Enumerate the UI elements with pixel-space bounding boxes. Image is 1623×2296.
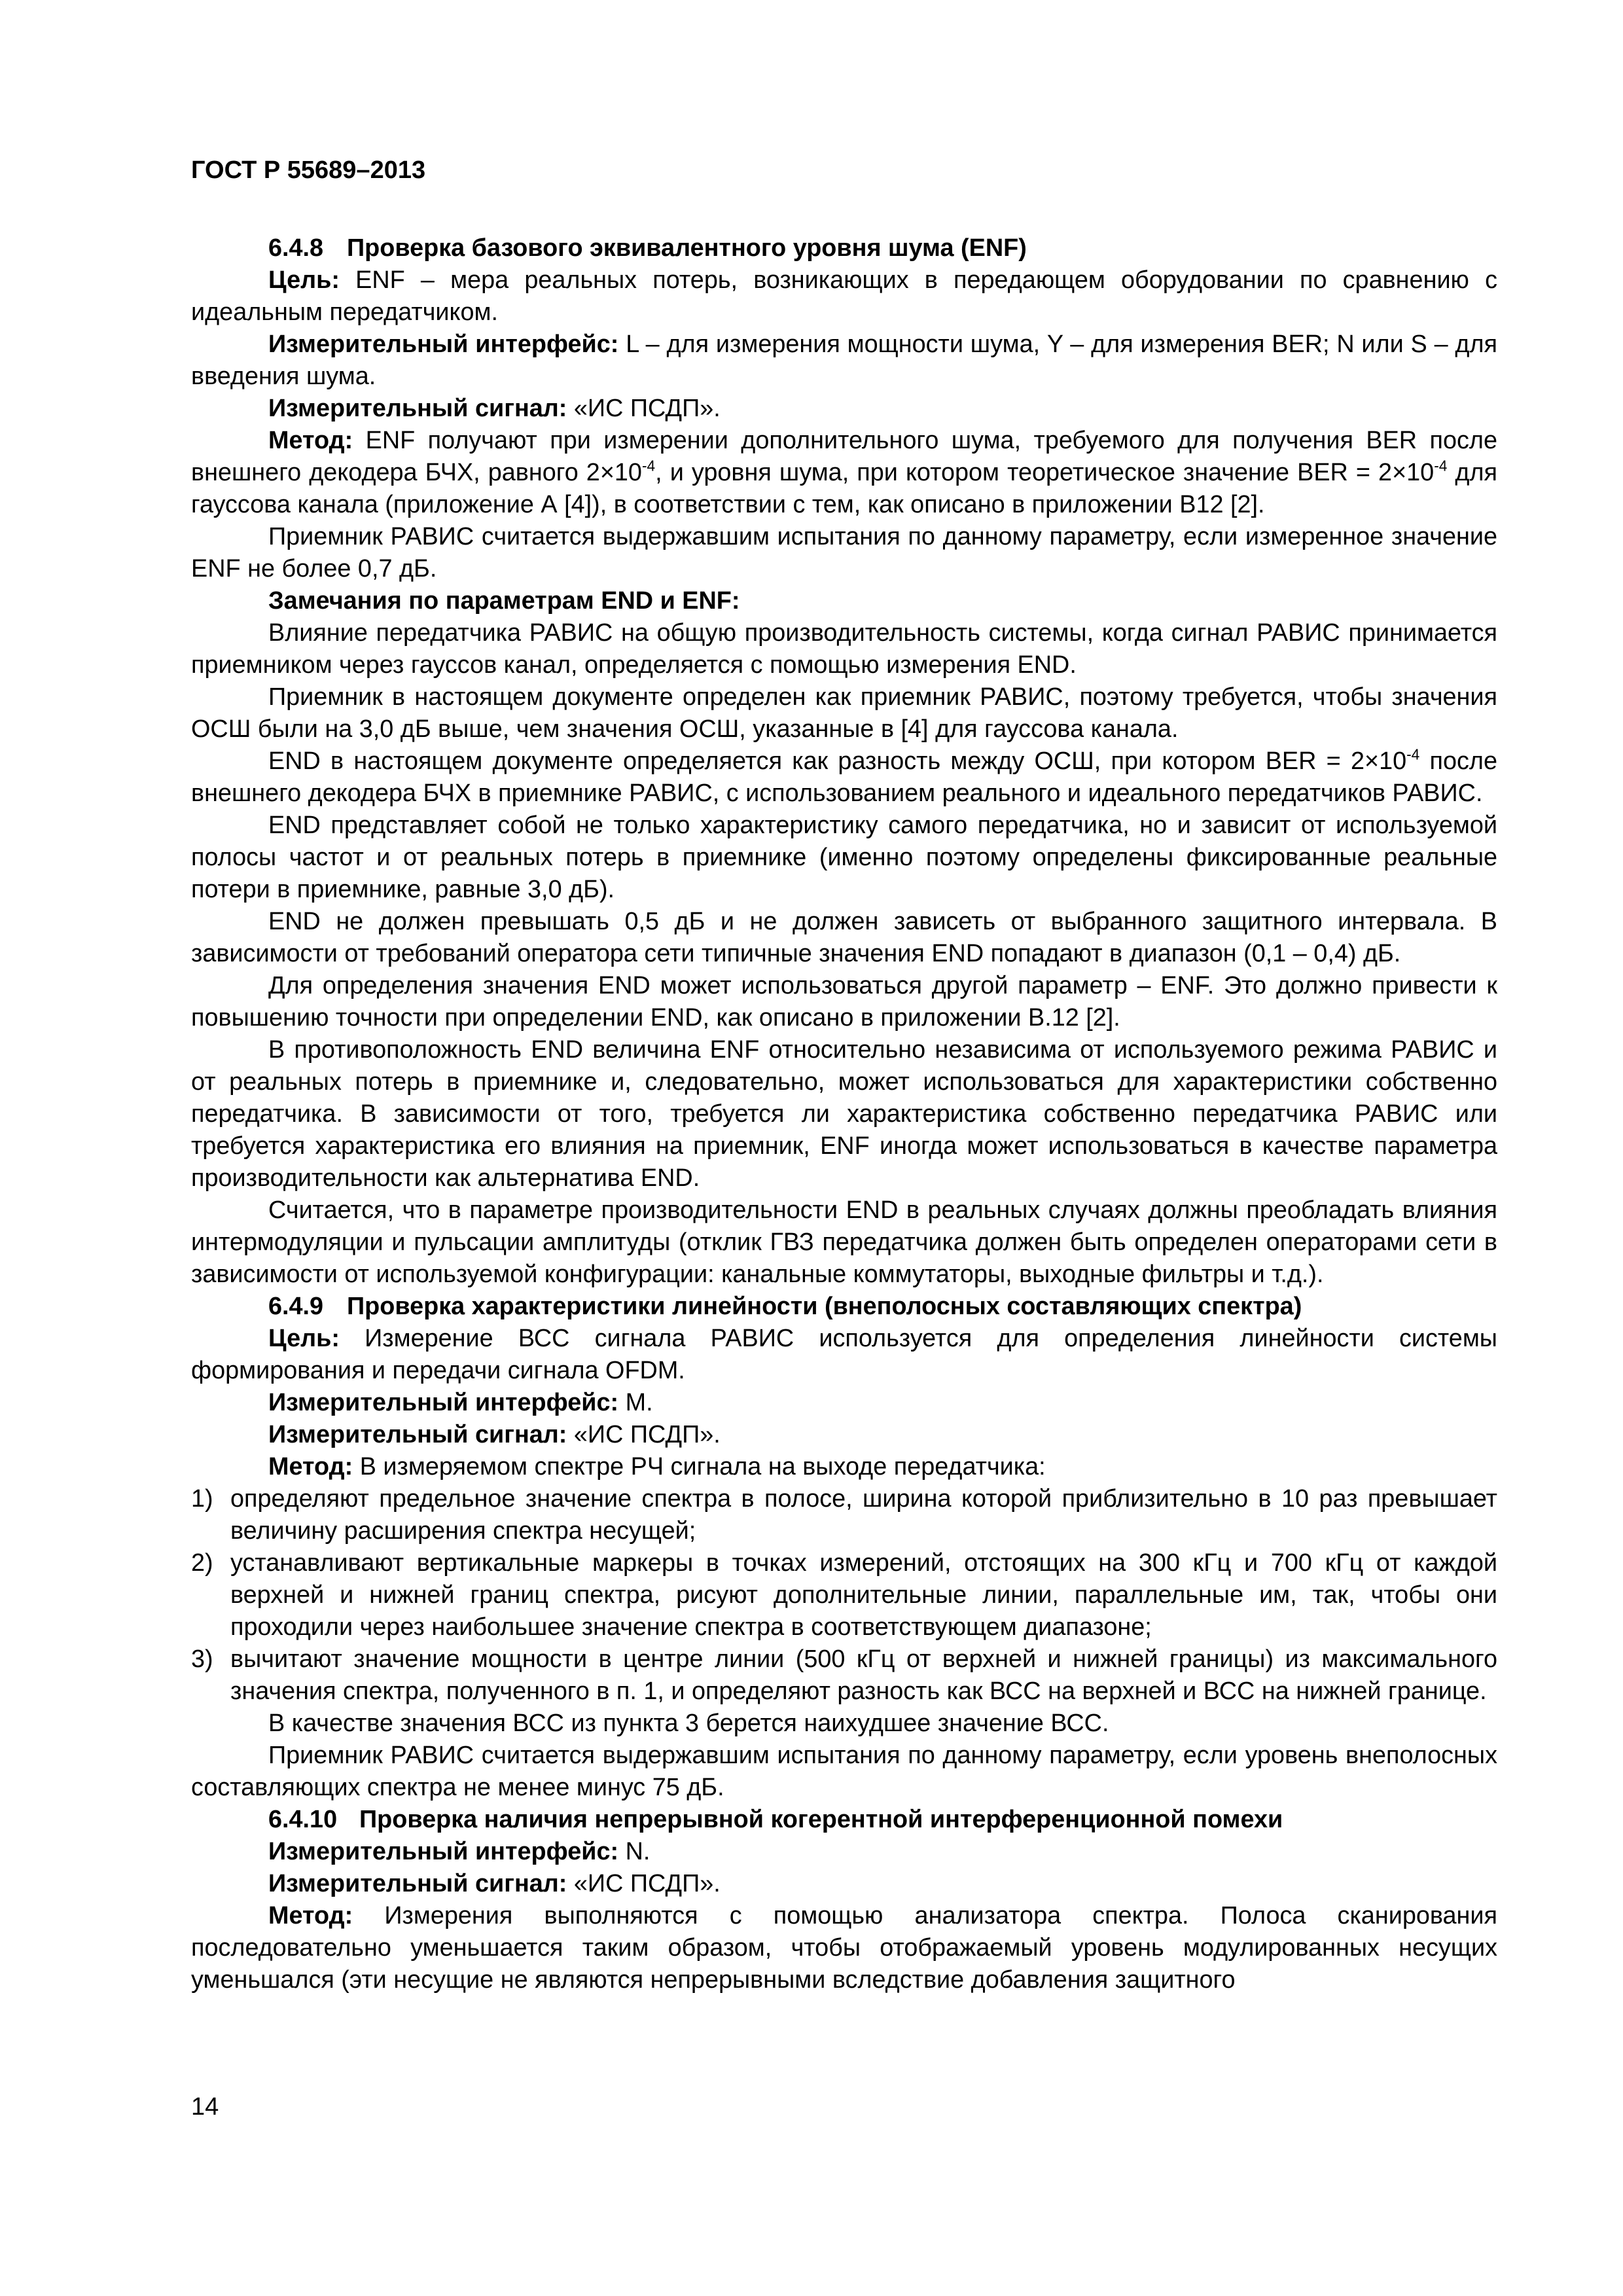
note-paragraph: Приемник в настоящем документе определен как приемник РАВИС, поэтому требуется, чтобы значения ОСШ были на 3,0 дБ выше, чем значения ОСШ, указанные в [4] для гауссова канала. — [191, 683, 1497, 743]
note-text: после внешнего декодера БЧХ в приемнике РАВИС, с использованием реального и идеального передатчиков РАВИС. — [191, 747, 1497, 807]
interface-paragraph — [191, 1387, 1497, 1419]
goal-text: Измерение ВСС сигнала РАВИС используется для определения линейности системы формирования и передачи сигнала OFDM. — [191, 1325, 1497, 1384]
signal-text: «ИС ПСДП». — [573, 1870, 721, 1897]
interface-text: N. — [625, 1838, 651, 1865]
exponent: -4 — [1434, 457, 1448, 475]
section-6-4-8-heading — [191, 232, 1497, 264]
section-6-4-9-heading — [191, 1291, 1497, 1323]
interface-text: L – для измерения мощности шума, Y – для измерения BER; N или S – для введения шума. — [191, 331, 1497, 390]
method-text: Измерения выполняются с помощью анализатора спектра. Полоса сканирования последовательно уменьшается таким образом, чтобы отображаемый уровень модулированных несущих уменьшался (эти несущие не являются непрерывными вследствие добавления защитного — [191, 1902, 1497, 1994]
list-marker: 1) — [191, 1485, 213, 1513]
signal-text: «ИС ПСДП». — [573, 1421, 721, 1448]
exponent: -4 — [1406, 745, 1420, 763]
pass-criterion-paragraph: Приемник РАВИС считается выдержавшим испытания по данному параметру, если уровень внеполосных составляющих спектра не менее минус 75 дБ. — [191, 1742, 1497, 1801]
list-item-text: определяют предельное значение спектра в полосе, ширина которой приблизительно в 10 раз превышает величину расширения спектра несущей; — [230, 1485, 1497, 1545]
list-item-text: устанавливают вертикальные маркеры в точках измерений, отстоящих на 300 кГц и 700 кГц от каждой верхней и нижней границ спектра, рисуют дополнительные линии, параллельные им, так, чтобы они проходили через наибольшее значение спектра в соответствующем диапазоне; — [230, 1549, 1497, 1641]
section-6-4-10-heading — [191, 1804, 1497, 1836]
goal-label: Цель: — [268, 266, 340, 294]
method-text: В измеряемом спектре РЧ сигнала на выходе передатчика: — [359, 1453, 1046, 1480]
list-item-text: вычитают значение мощности в центре линии (500 кГц от верхней и нижней границы) из максимального значения спектра, полученного в п. 1, и определяют разность как ВСС на верхней и ВСС на нижней границе. — [230, 1645, 1497, 1705]
notes-heading: Замечания по параметрам END и ENF: — [268, 587, 740, 615]
section-title: Проверка характеристики линейности (внеполосных составляющих спектра) — [347, 1293, 1302, 1320]
interface-label: Измерительный интерфейс: — [268, 331, 619, 358]
interface-text: М. — [625, 1389, 653, 1416]
note-paragraph: END не должен превышать 0,5 дБ и не должен зависеть от выбранного защитного интервала. В зависимости от требований оператора сети типичные значения END попадают в диапазон (0,1 – 0,4) дБ. — [191, 908, 1497, 967]
signal-paragraph — [191, 1419, 1497, 1451]
method-paragraph — [191, 425, 1497, 521]
note-paragraph: Для определения значения END может использоваться другой параметр – ENF. Это должно привести к повышению точности при определении END, как описано в приложении В.12 [2]. — [191, 972, 1497, 1031]
document-header: ГОСТ Р 55689–2013 — [191, 156, 426, 184]
worst-value-paragraph: В качестве значения ВСС из пункта 3 берется наихудшее значение ВСС. — [268, 1710, 1109, 1737]
section-title: Проверка базового эквивалентного уровня шума (ENF) — [347, 234, 1027, 262]
method-label: Метод: — [268, 1453, 353, 1480]
signal-label: Измерительный сигнал: — [268, 395, 567, 422]
goal-paragraph — [191, 1323, 1497, 1387]
method-label: Метод: — [268, 1902, 353, 1929]
note-paragraph — [191, 745, 1497, 810]
goal-paragraph — [191, 264, 1497, 329]
section-number: 6.4.8 — [268, 234, 324, 262]
note-paragraph: Влияние передатчика РАВИС на общую производительность системы, когда сигнал РАВИС принимается приемником через гауссов канал, определяется с помощью измерения END. — [191, 619, 1497, 679]
note-paragraph: Считается, что в параметре производительности END в реальных случаях должны преобладать влияния интермодуляции и пульсации амплитуды (отклик ГВЗ передатчика должен быть определен операторами сети в зависимости от используемой конфигурации: канальные коммутаторы, выходные фильтры и т.д.). — [191, 1196, 1497, 1288]
exponent: -4 — [641, 457, 656, 475]
list-item — [191, 1483, 1497, 1547]
section-number: 6.4.10 — [268, 1806, 338, 1833]
signal-label: Измерительный сигнал: — [268, 1421, 567, 1448]
pass-criterion-paragraph: Приемник РАВИС считается выдержавшим испытания по данному параметру, если измеренное значение ENF не более 0,7 дБ. — [191, 523, 1497, 583]
signal-paragraph — [191, 393, 1497, 425]
method-text: , и уровня шума, при котором теоретическое значение BER = 2×10 — [655, 459, 1435, 486]
list-marker: 3) — [191, 1645, 213, 1673]
method-paragraph — [191, 1900, 1497, 1996]
signal-label: Измерительный сигнал: — [268, 1870, 567, 1897]
method-paragraph — [191, 1451, 1497, 1483]
list-item — [191, 1643, 1497, 1708]
list-item — [191, 1547, 1497, 1643]
section-title: Проверка наличия непрерывной когерентной интерференционной помехи — [359, 1806, 1283, 1833]
goal-text: ENF – мера реальных потерь, возникающих в передающем оборудовании по сравнению с идеальным передатчиком. — [191, 266, 1497, 326]
interface-paragraph — [191, 1836, 1497, 1868]
method-text: для гауссова канала (приложение А [4]), в соответствии с тем, как описано в приложении В12 [2]. — [191, 459, 1498, 518]
signal-text: «ИС ПСДП». — [573, 395, 721, 422]
method-label: Метод: — [268, 427, 353, 454]
note-text: END в настоящем документе определяется как разность между ОСШ, при котором BER = 2×10 — [268, 747, 1407, 775]
method-text: ENF получают при измерении дополнительного шума, требуемого для получения BER после внешнего декодера БЧХ, равного 2×10 — [191, 427, 1497, 486]
note-paragraph: В противоположность END величина ENF относительно независима от используемого режима РАВИС и от реальных потерь в приемнике и, следовательно, может использоваться для характеристики собственно передатчика. В зависимости от того, требуется ли характеристика собственно передатчика РАВИС или требуется характеристика его влияния на приемник, ENF иногда может использоваться в качестве параметра производительности как альтернатива END. — [191, 1036, 1497, 1192]
interface-label: Измерительный интерфейс: — [268, 1838, 619, 1865]
document-page — [191, 154, 1497, 1996]
note-paragraph: END представляет собой не только характеристику самого передатчика, но и зависит от используемой полосы частот и от реальных потерь в приемнике (именно поэтому определены фиксированные реальные потери в приемнике, равные 3,0 дБ). — [191, 812, 1497, 903]
section-number: 6.4.9 — [268, 1293, 324, 1320]
page-number: 14 — [191, 2093, 219, 2121]
goal-label: Цель: — [268, 1325, 340, 1352]
signal-paragraph — [191, 1868, 1497, 1900]
list-marker: 2) — [191, 1549, 213, 1577]
interface-paragraph — [191, 329, 1497, 393]
interface-label: Измерительный интерфейс: — [268, 1389, 619, 1416]
